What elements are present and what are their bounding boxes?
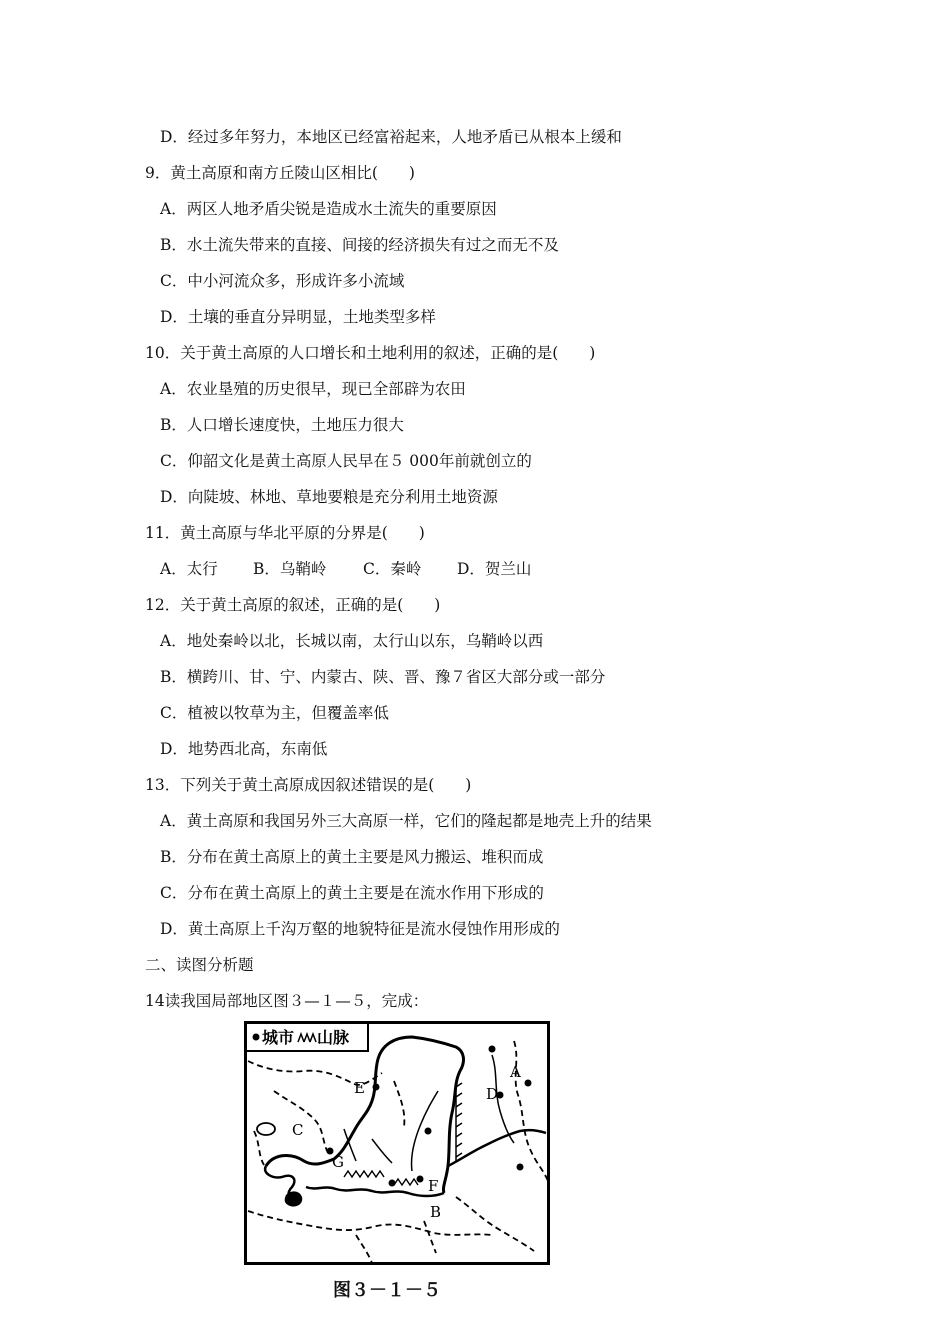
legend-city-label: 城市 [262, 1028, 295, 1047]
q9-option-a: A．两区人地矛盾尖锐是造成水土流失的重要原因 [160, 200, 497, 218]
q12-option-b: B．横跨川、甘、宁、内蒙古、陕、晋、豫７省区大部分或一部分 [160, 668, 606, 686]
legend-mountain-label: 山脉 [317, 1028, 350, 1047]
q13-option-a: A．黄土高原和我国另外三大高原一样，它们的隆起都是地壳上升的结果 [160, 812, 652, 830]
q10-option-c: C．仰韶文化是黄土高原人民早在５ 000年前就创立的 [160, 452, 532, 470]
q9-option-d: D．土壤的垂直分异明显，土地类型多样 [160, 308, 436, 326]
q14-stem: 14读我国局部地区图３—１—５，完成： [145, 992, 429, 1010]
map-frame [246, 1023, 549, 1264]
q11-option-b: B．乌鞘岭 [253, 560, 327, 578]
q11-stem: 11．黄土高原与华北平原的分界是( ) [145, 524, 425, 542]
label-f: F [428, 1177, 439, 1195]
regional-map-figure [244, 1021, 550, 1265]
q12-option-a: A．地处秦岭以北，长城以南，太行山以东，乌鞘岭以西 [160, 632, 544, 650]
q11-options [160, 558, 531, 580]
figure-caption: 图３－１－５ [333, 1280, 441, 1301]
q13-option-b: B．分布在黄土高原上的黄土主要是风力搬运、堆积而成 [160, 848, 544, 866]
q8-option-d: D．经过多年努力，本地区已经富裕起来，人地矛盾已从根本上缓和 [160, 128, 622, 146]
q10-stem: 10．关于黄土高原的人口增长和土地利用的叙述，正确的是( ) [145, 344, 596, 362]
city-symbol-icon [253, 1034, 260, 1041]
q10-option-a: A．农业垦殖的历史很早，现已全部辟为农田 [160, 380, 466, 398]
label-g: G [332, 1153, 344, 1171]
q13-stem: 13．下列关于黄土高原成因叙述错误的是( ) [145, 776, 472, 794]
q12-stem: 12．关于黄土高原的叙述，正确的是( ) [145, 596, 441, 614]
q11-option-d: D．贺兰山 [457, 560, 532, 578]
map-legend [246, 1023, 368, 1051]
q9-option-b: B．水土流失带来的直接、间接的经济损失有过之而无不及 [160, 236, 559, 254]
q10-option-d: D．向陡坡、林地、草地要粮是充分利用土地资源 [160, 488, 498, 506]
label-a: A [510, 1063, 521, 1081]
q13-option-d: D．黄土高原上千沟万壑的地貌特征是流水侵蚀作用形成的 [160, 920, 560, 938]
section-2-title: 二、读图分析题 [145, 956, 254, 974]
q12-option-c: C．植被以牧草为主，但覆盖率低 [160, 704, 389, 722]
q9-option-c: C．中小河流众多，形成许多小流域 [160, 272, 405, 290]
label-e: E [354, 1079, 365, 1097]
q11-option-a: A．太行 [160, 560, 218, 578]
q10-option-b: B．人口增长速度快，土地压力很大 [160, 416, 404, 434]
q12-option-d: D．地势西北高，东南低 [160, 740, 328, 758]
q11-option-c: C．秦岭 [363, 560, 422, 578]
q9-stem: 9．黄土高原和南方丘陵山区相比( ) [145, 164, 415, 182]
label-d: D [486, 1085, 499, 1103]
label-c: C [292, 1121, 304, 1139]
q13-option-c: C．分布在黄土高原上的黄土主要是在流水作用下形成的 [160, 884, 544, 902]
label-b: B [430, 1203, 442, 1221]
